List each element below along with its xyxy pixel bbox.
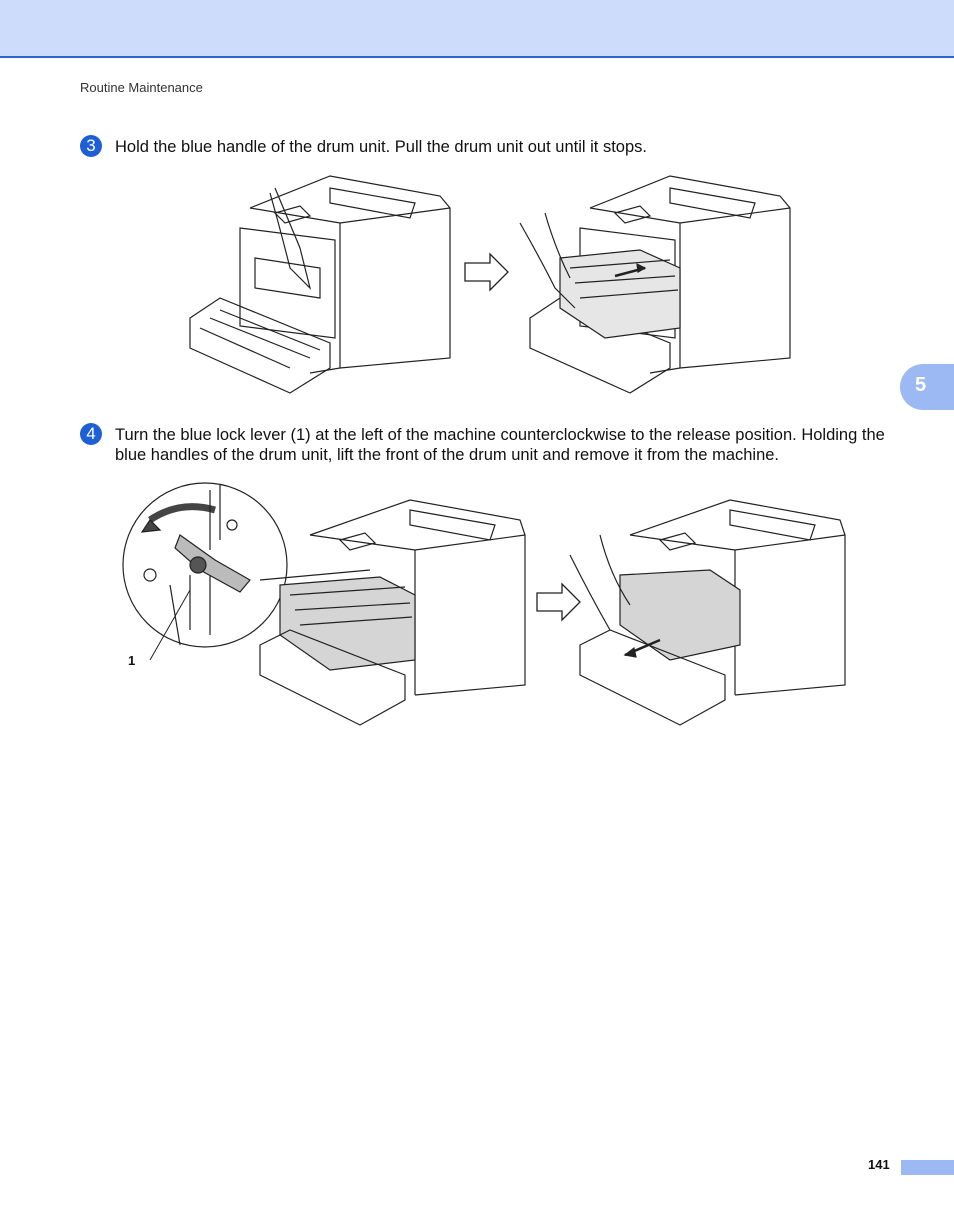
step-instruction: Turn the blue lock lever (1) at the left of the machine counterclockwise to the release position. Holding the blue handles of the drum unit, lift the front of the drum unit and remove it from the machine.	[115, 426, 885, 464]
page-number: 141	[868, 1157, 890, 1172]
chapter-number: 5	[915, 374, 927, 396]
running-head: Routine Maintenance	[80, 80, 203, 95]
step-4-illustration	[120, 480, 855, 730]
arrow-right-icon	[537, 584, 580, 620]
page-header-band	[0, 0, 954, 58]
printer-middle-drawing	[260, 500, 525, 725]
step-number-badge: 4	[80, 423, 102, 445]
printer-left-drawing	[190, 176, 450, 393]
step-number-badge: 3	[80, 135, 102, 157]
printer-right-removal-drawing	[570, 500, 845, 725]
chapter-tab	[900, 364, 954, 410]
step-instruction: Hold the blue handle of the drum unit. Pull the drum unit out until it stops.	[115, 138, 647, 156]
step-3-illustration	[180, 168, 800, 403]
callout-label-1: 1	[128, 653, 136, 668]
footer-bar	[901, 1160, 954, 1175]
arrow-right-icon	[465, 254, 508, 290]
printer-right-drawing	[520, 176, 790, 393]
